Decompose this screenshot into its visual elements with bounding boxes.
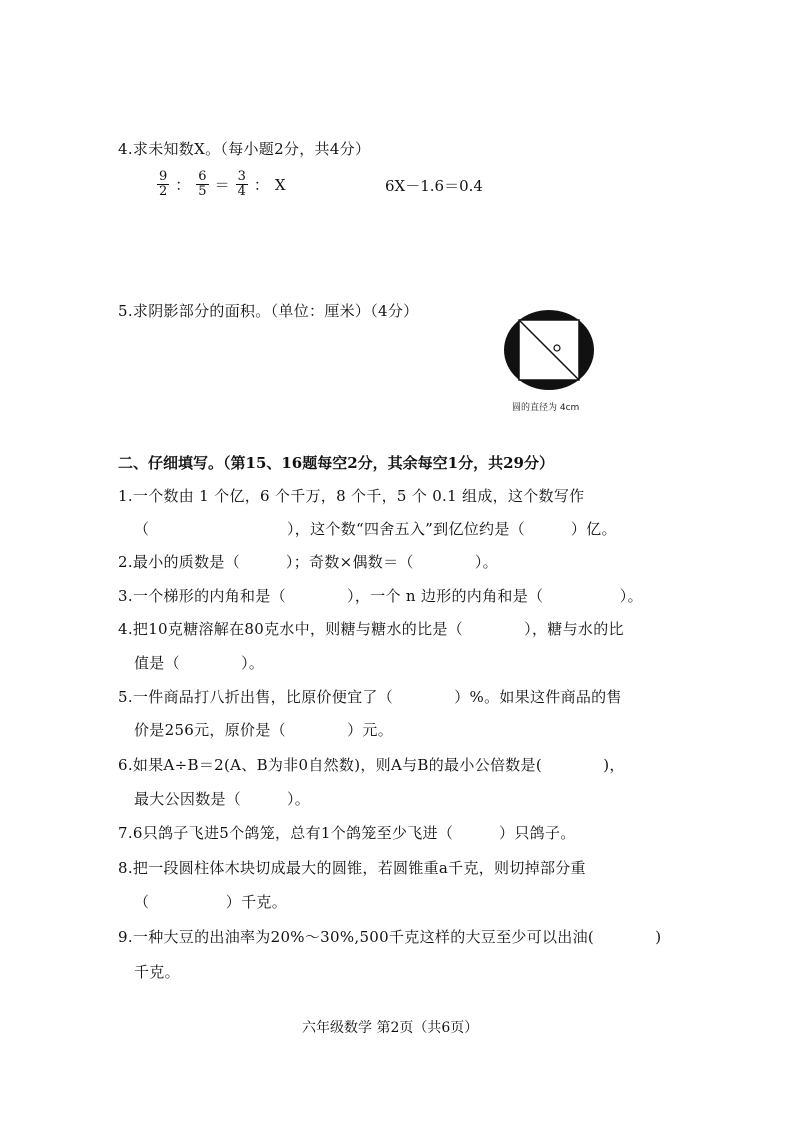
fill-line-12: 8.把一段圆柱体木块切成最大的圆锥，若圆锥重a千克，则切掉部分重 — [118, 859, 586, 877]
question-5-title: 5.求阴影部分的面积。（单位：厘米）（4分） — [118, 302, 419, 320]
fill-line-4: 3.一个梯形的内角和是（ ），一个 n 边形的内角和是（ ）。 — [118, 587, 643, 605]
fill-line-1: 1.一个数由 1 个亿，6 个千万，8 个千，5 个 0.1 组成，这个数写作 — [118, 487, 585, 505]
fill-line-8: 价是256元，原价是（ ）元。 — [134, 721, 394, 739]
fill-line-2: （ ），这个数“四舍五入”到亿位约是（ ）亿。 — [134, 520, 617, 538]
question-4-title: 4.求未知数X。（每小题2分，共4分） — [118, 140, 371, 158]
fill-line-14: 9.一种大豆的出油率为20%～30%,500千克这样的大豆至少可以出油( ) — [118, 928, 662, 946]
fill-line-3: 2.最小的质数是（ ）；奇数×偶数＝（ ）。 — [118, 553, 498, 571]
shaded-area-figure — [502, 308, 596, 396]
fill-line-7: 5.一件商品打八折出售，比原价便宜了（ ）%。如果这件商品的售 — [118, 688, 622, 706]
fill-line-11: 7.6只鸽子飞进5个鸽笼，总有1个鸽笼至少飞进（ ）只鸽子。 — [118, 824, 576, 842]
fill-line-9: 6.如果A÷B＝2(A、B为非0自然数)，则A与B的最小公倍数是( )， — [118, 756, 625, 774]
circle-square-diagram — [502, 308, 596, 392]
fill-line-13: （ ）千克。 — [134, 893, 288, 911]
equation-1: $\frac{9}{2}$ ： $\frac{6}{5}$ ＝ $\frac{3}{4}$ ： X — [159, 169, 286, 199]
section-2-title: 二、仔细填写。（第15、16题每空2分，其余每空1分，共29分） — [118, 454, 554, 472]
fraction-6-5: $\frac{6}{5}$ — [198, 169, 207, 199]
fraction-3-4: $\frac{3}{4}$ — [237, 169, 246, 199]
fill-line-6: 值是（ ）。 — [134, 654, 265, 672]
page-footer: 六年级数学 第2页（共6页） — [302, 1020, 479, 1036]
figure-caption: 圆的直径为 4cm — [512, 403, 580, 413]
fraction-9-2: $\frac{9}{2}$ — [159, 169, 168, 199]
equation-2: 6X－1.6＝0.4 — [385, 177, 483, 195]
fill-line-15: 千克。 — [134, 963, 180, 981]
fill-line-5: 4.把10克糖溶解在80克水中，则糖与糖水的比是（ ），糖与水的比 — [118, 620, 624, 638]
fill-line-10: 最大公因数是（ ）。 — [134, 790, 311, 808]
